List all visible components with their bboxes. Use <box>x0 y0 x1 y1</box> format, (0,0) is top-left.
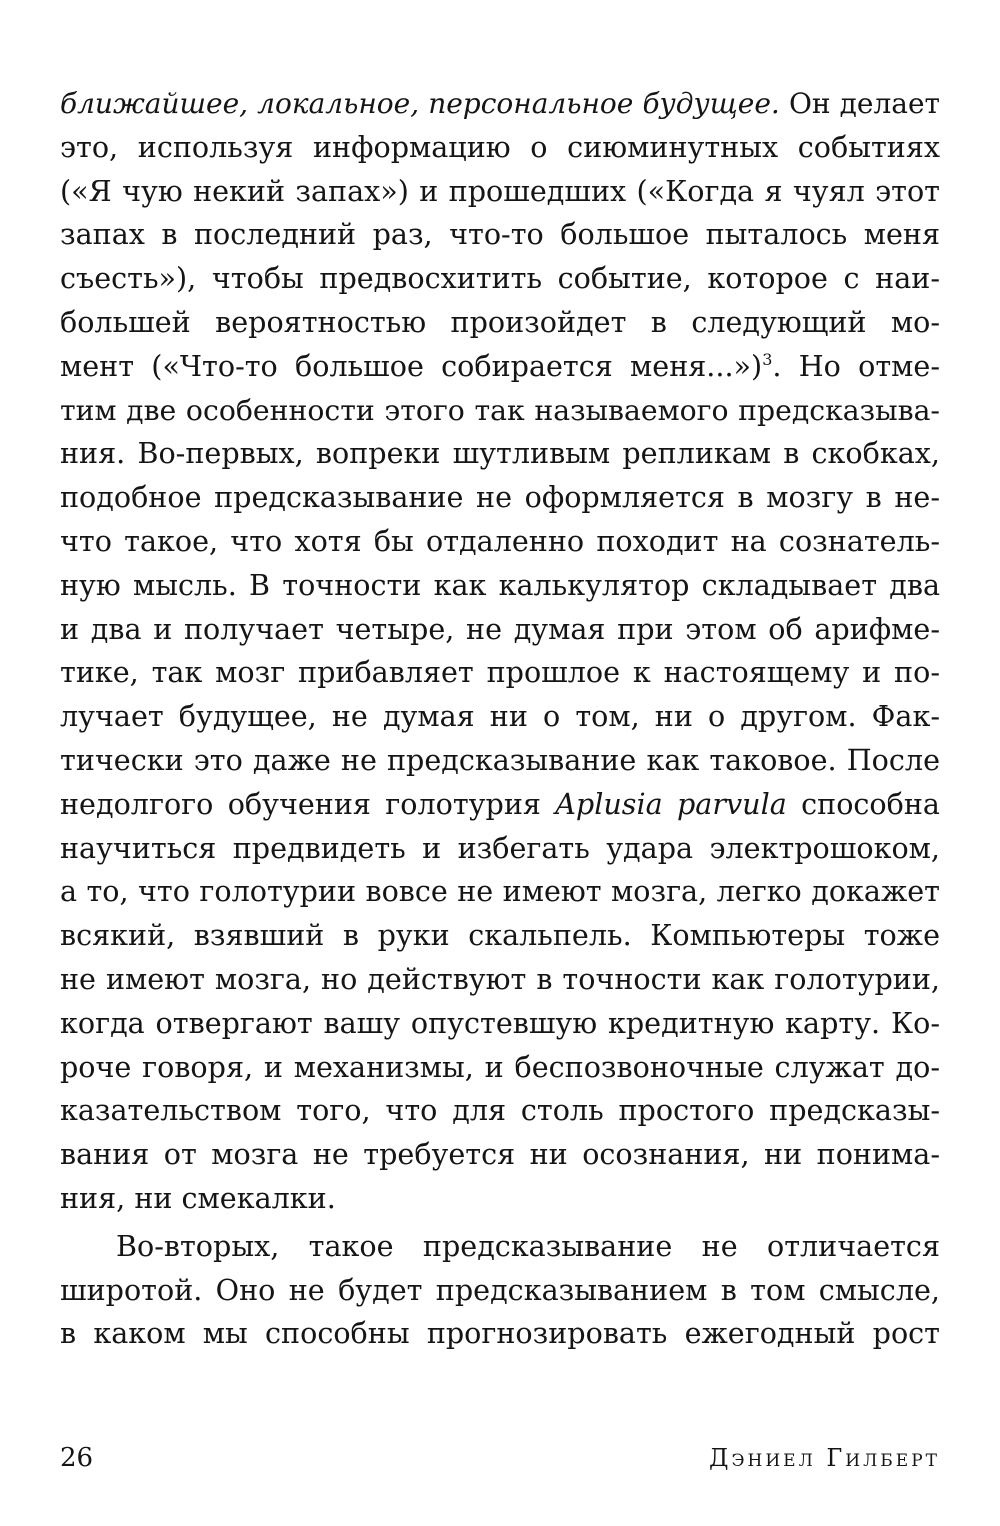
page-footer <box>60 1440 940 1476</box>
text-line: съесть»), чтобы предвосхитить событие, которое с наи- <box>60 261 940 296</box>
text-line: а то, что голотурии вовсе не имеют мозга, легко докажет <box>60 874 940 909</box>
text-line: и два и получает четыре, не думая при этом об арифме- <box>60 611 940 646</box>
text-line: вания от мозга не требуется ни осознания, ни понима- <box>60 1137 940 1172</box>
text-line: это, используя информацию о сиюминутных событиях <box>60 129 940 164</box>
text-line: ную мысль. В точности как калькулятор складывает два <box>60 567 940 602</box>
text-line: роче говоря, и механизмы, и беспозвоночные служат до- <box>60 1049 940 1084</box>
line-text: Он делает <box>779 87 941 120</box>
italic-phrase: ближайшее, локальное, персональное будущее. <box>60 87 780 120</box>
footnote-marker: 3 <box>762 349 773 369</box>
text-line: подобное предсказывание не оформляется в мозгу в не- <box>60 480 940 515</box>
text-line: Во-вторых, такое предсказывание не отличается <box>116 1228 940 1263</box>
text-line: в каком мы способны прогнозировать ежегодный рост <box>60 1316 940 1351</box>
text-line: тически это даже не предсказывание как таковое. После <box>60 742 940 777</box>
text-line: лучает будущее, не думая ни о том, ни о другом. Фак- <box>60 699 940 734</box>
text-line: ния. Во-первых, вопреки шутливым репликам в скобках, <box>60 436 940 471</box>
text-line: что такое, что хотя бы отдаленно походит на сознатель- <box>60 523 940 558</box>
line-text: . Но отме- <box>772 348 940 383</box>
body-text <box>60 82 940 1356</box>
text-line: тике, так мозг прибавляет прошлое к настоящему и по- <box>60 655 940 690</box>
text-line <box>60 82 940 126</box>
text-line <box>60 783 940 827</box>
paragraph-2 <box>60 1225 940 1356</box>
text-line <box>60 345 940 389</box>
text-line: запах в последний раз, что-то большое пыталось меня <box>60 217 940 252</box>
text-line: не имеют мозга, но действуют в точности как голотурии, <box>60 961 940 996</box>
text-line: тим две особенности этого так называемого предсказыва- <box>60 393 940 427</box>
species-name: Aplusia parvula <box>555 786 787 821</box>
text-line: широтой. Оно не будет предсказыванием в том смысле, <box>60 1272 940 1307</box>
text-line: когда отвергают вашу опустевшую кредитную карту. Ко- <box>60 1005 940 1040</box>
text-line: («Я чую некий запах») и прошедших («Когда я чуял этот <box>60 173 940 208</box>
text-line: казательством того, что для столь простого предсказы- <box>60 1093 940 1128</box>
text-line: научиться предвидеть и избегать удара электрошоком, <box>60 830 940 865</box>
paragraph-1 <box>60 82 940 1221</box>
text-line: всякий, взявший в руки скальпель. Компьютеры тоже <box>60 918 940 953</box>
line-text: способна <box>786 786 940 821</box>
line-text: недолгого обучения голотурия <box>60 786 556 821</box>
text-line: ния, ни смекалки. <box>60 1180 336 1215</box>
text-line: большей вероятностью произойдет в следующий мо- <box>60 304 940 339</box>
page-number: 26 <box>60 1443 94 1473</box>
running-head-author: Дэниел Гилберт <box>709 1444 940 1472</box>
line-text: мент («Что-то большое собирается меня...») <box>60 348 763 383</box>
